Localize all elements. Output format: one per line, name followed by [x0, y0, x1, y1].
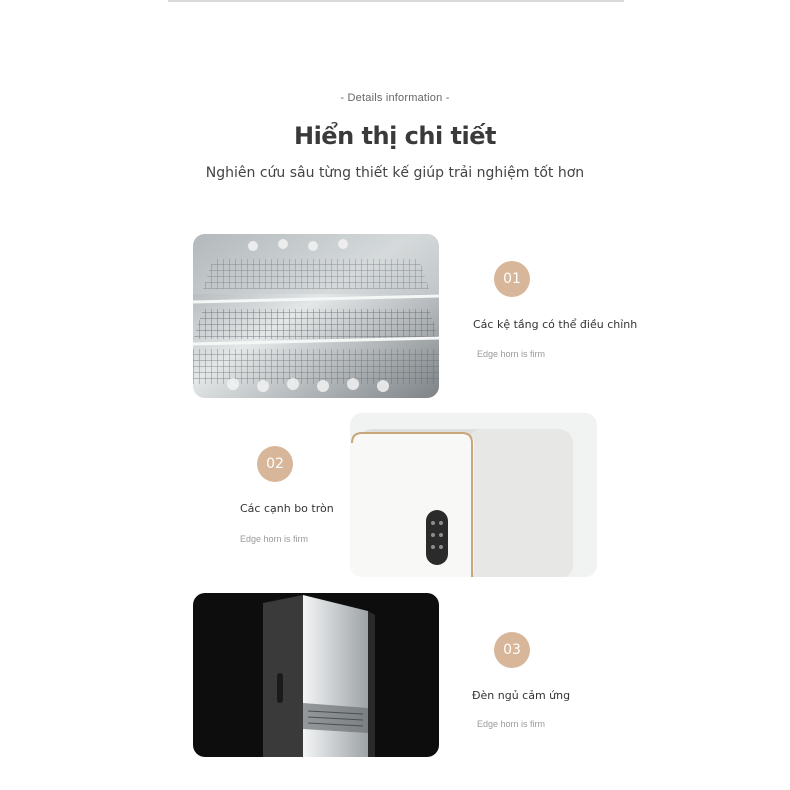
top-divider — [168, 0, 624, 2]
feature-number-badge: 01 — [494, 261, 530, 297]
section-title: Hiển thị chi tiết — [293, 122, 496, 150]
feature-title: Đèn ngủ cảm ứng — [472, 689, 571, 702]
night-light-photo — [193, 593, 439, 757]
shelves-photo — [193, 234, 439, 398]
feature-title: Các cạnh bo tròn — [240, 502, 334, 515]
feature-subtitle: Edge horn is firm — [477, 349, 546, 359]
feature-title: Các kệ tầng có thể điều chỉnh — [473, 318, 638, 331]
feature-number-badge: 02 — [257, 446, 293, 482]
feature-number-badge: 03 — [494, 632, 530, 668]
section-subtitle: Nghiên cứu sâu từng thiết kế giúp trải nghiệm tốt hơn — [205, 165, 585, 181]
feature-subtitle: Edge horn is firm — [477, 719, 546, 729]
rounded-cabinet-photo — [350, 413, 597, 577]
section-eyebrow: - Details information - — [340, 92, 450, 104]
feature-subtitle: Edge horn is firm — [240, 534, 309, 544]
